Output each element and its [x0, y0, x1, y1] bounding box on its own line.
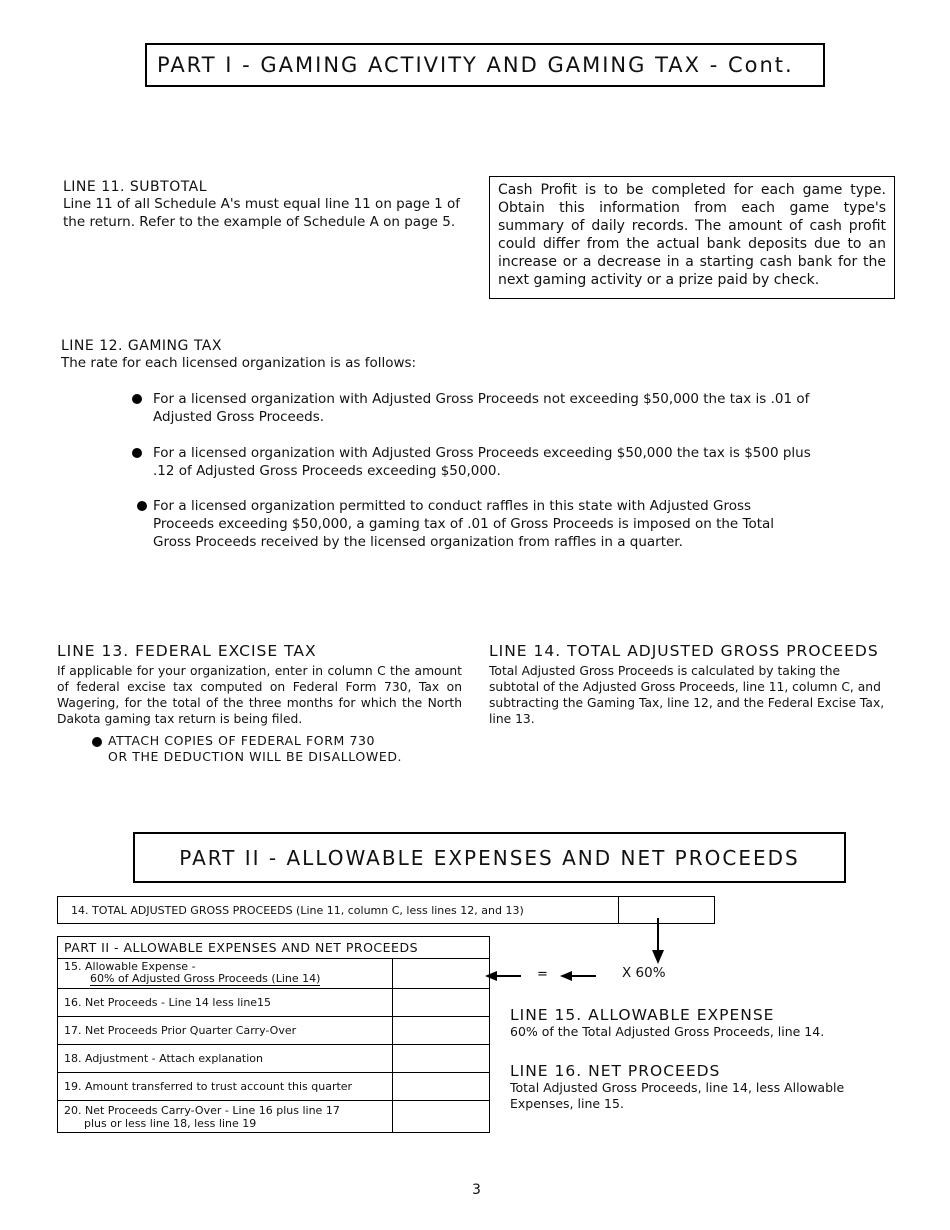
row15-amount[interactable]: [393, 959, 490, 989]
line13-section: [57, 642, 462, 727]
row17-label: 17. Net Proceeds Prior Quarter Carry-Over: [58, 1017, 393, 1045]
table-row: [58, 1073, 490, 1101]
line15-text: 60% of the Total Adjusted Gross Proceeds, line 14.: [510, 1024, 825, 1039]
bullet-icon: [92, 737, 102, 747]
row20-amount[interactable]: [393, 1101, 490, 1133]
bullet-icon: [137, 501, 147, 511]
row17-amount[interactable]: [393, 1017, 490, 1045]
row19-amount[interactable]: [393, 1073, 490, 1101]
bullet-icon: [132, 448, 142, 458]
table-row: [58, 959, 490, 989]
cash-profit-note: [489, 176, 895, 299]
line13-bullet-line2: OR THE DEDUCTION WILL BE DISALLOWED.: [108, 749, 403, 764]
line12-bullet-1-text: For a licensed organization with Adjusted Gross Proceeds not exceeding $50,000 the tax is .01 of Adjusted Gross Proceeds.: [153, 391, 810, 425]
row15-label-line2: 60% of Adjusted Gross Proceeds (Line 14): [90, 972, 321, 985]
form-line14-label: 14. TOTAL ADJUSTED GROSS PROCEEDS (Line 11, column C, less lines 12, and 13): [58, 897, 619, 923]
row15-label-line1: 15. Allowable Expense -: [64, 960, 196, 973]
row16-amount[interactable]: [393, 989, 490, 1017]
table-row: [58, 1017, 490, 1045]
line15-heading: LINE 15. ALLOWABLE EXPENSE: [510, 1006, 775, 1024]
line12-bullet-3-text: For a licensed organization permitted to conduct raffles in this state with Adjusted Gross Proceeds exceeding $50,000, a gaming tax of .01 of Gross Proceeds is imposed on the Total Gross Proceeds received by the licensed organization from raffles in a quarter.: [153, 498, 775, 550]
line12-bullet-2-text: For a licensed organization with Adjusted Gross Proceeds exceeding $50,000 the tax is $500 plus .12 of Adjusted Gross Proceeds exceeding $50,000.: [153, 445, 811, 479]
expenses-table: [57, 936, 490, 1133]
line15-section: [510, 1006, 890, 1040]
line12-heading: LINE 12. GAMING TAX: [61, 338, 222, 354]
table-row: [58, 989, 490, 1017]
line13-bullet: [92, 733, 432, 765]
equals-sign: =: [537, 967, 548, 982]
row20-label-line1: 20. Net Proceeds Carry-Over - Line 16 plus line 17: [64, 1103, 340, 1117]
left-arrow-head-right: [560, 971, 572, 981]
line12-bullet-3: [137, 497, 812, 551]
table-header-row: [58, 937, 490, 959]
part1-title: PART I - GAMING ACTIVITY AND GAMING TAX - Cont.: [157, 53, 794, 77]
line11-text: Line 11 of all Schedule A's must equal line 11 on page 1 of the return. Refer to the example of Schedule A on page 5.: [63, 196, 461, 230]
part2-title-box: [133, 832, 846, 883]
line16-text: Total Adjusted Gross Proceeds, line 14, less Allowable Expenses, line 15.: [510, 1080, 845, 1111]
line16-heading: LINE 16. NET PROCEEDS: [510, 1062, 721, 1080]
line12-section: [61, 338, 841, 372]
line13-heading: LINE 13. FEDERAL EXCISE TAX: [57, 642, 317, 660]
line12-bullet-2: [132, 444, 812, 480]
line12-bullet-1: [132, 390, 812, 426]
row20-label: [58, 1101, 393, 1133]
line14-text: Total Adjusted Gross Proceeds is calculated by taking the subtotal of the Adjusted Gross Proceeds, line 11, column C, and subtracting the Gaming Tax, line 12, and the Federal Excise Tax, line 13.: [489, 664, 885, 726]
row15-label: [58, 959, 393, 989]
table-header: PART II - ALLOWABLE EXPENSES AND NET PROCEEDS: [58, 937, 490, 959]
left-arrow-head-left: [485, 971, 497, 981]
cash-profit-text: Cash Profit is to be completed for each game type. Obtain this information from each game type's summary of daily records. The amount of cash profit could differ from the actual bank deposits due to an increase or a decrease in a starting cash bank for the next gaming activity or a prize paid by check.: [498, 182, 886, 288]
x60-label: X 60%: [622, 965, 666, 981]
row20-label-line2: plus or less line 18, less line 19: [84, 1116, 257, 1130]
calculation-arrows: [480, 918, 720, 988]
row19-label: 19. Amount transferred to trust account this quarter: [58, 1073, 393, 1101]
line14-heading: LINE 14. TOTAL ADJUSTED GROSS PROCEEDS: [489, 642, 879, 660]
table-row: [58, 1045, 490, 1073]
part2-title: PART II - ALLOWABLE EXPENSES AND NET PROCEEDS: [179, 845, 800, 870]
line12-intro: The rate for each licensed organization is as follows:: [61, 355, 417, 371]
part1-title-box: [145, 43, 825, 87]
line11-heading: LINE 11. SUBTOTAL: [63, 179, 208, 195]
row18-amount[interactable]: [393, 1045, 490, 1073]
line13-bullet-line1: ATTACH COPIES OF FEDERAL FORM 730: [108, 733, 376, 748]
line14-section: [489, 642, 889, 727]
table-row: [58, 1101, 490, 1133]
line13-text: If applicable for your organization, enter in column C the amount of federal excise tax computed on Federal Form 730, Tax on Wagering, for the total of the three months for which the North Dakota gaming tax return is being filed.: [57, 664, 462, 726]
line16-section: [510, 1062, 865, 1112]
bullet-icon: [132, 394, 142, 404]
row16-label: 16. Net Proceeds - Line 14 less line15: [58, 989, 393, 1017]
page-number: 3: [472, 1182, 481, 1198]
row18-label: 18. Adjustment - Attach explanation: [58, 1045, 393, 1073]
down-arrow-head: [652, 950, 664, 964]
line11-section: [63, 179, 473, 231]
